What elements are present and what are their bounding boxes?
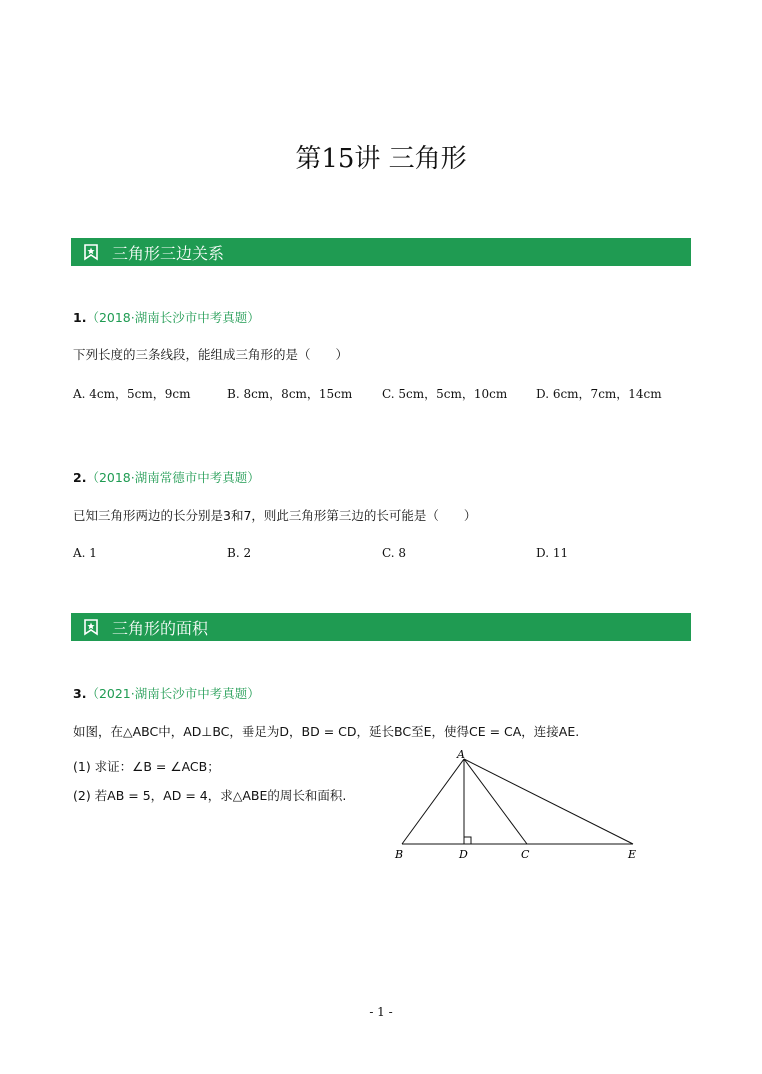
option-b: B. 2 [227,546,252,560]
option-b: B. 8cm，8cm，15cm [227,387,353,401]
question-3-text: 如图，在△ABC中，AD⊥BC，垂足为D，BD = CD，延长BC至E，使得CE = CA，连接AE. [73,724,580,739]
page-title: 第15讲 三角形 [295,144,467,174]
section-header-triangle-sides [71,238,691,266]
question-2-options [73,546,693,564]
section-title: 三角形的面积 [112,618,209,638]
question-number: 1. [73,310,87,325]
segment-ac [464,759,527,844]
question-number: 2. [73,470,87,485]
segment-ab [402,759,464,844]
option-a: A. 4cm，5cm，9cm [73,387,191,401]
right-angle-mark [464,837,471,844]
page-number: - 1 - [369,1005,393,1019]
question-3-header [73,684,260,702]
label-b: B [395,848,404,861]
bookmark-star-icon [82,618,100,636]
question-1-options [73,385,693,403]
option-d: D. 6cm，7cm，14cm [536,387,662,401]
option-d: D. 11 [536,546,569,560]
question-1-text: 下列长度的三条线段，能组成三角形的是（ ） [73,347,349,362]
question-2-text: 已知三角形两边的长分别是3和7，则此三角形第三边的长可能是（ ） [73,508,477,523]
question-3-part-2: (2) 若AB = 5，AD = 4，求△ABE的周长和面积. [73,788,347,803]
question-1-header [73,308,260,326]
label-e: E [628,848,637,861]
question-source: （2018·湖南常德市中考真题） [86,470,260,485]
question-source: （2021·湖南长沙市中考真题） [86,686,260,701]
option-c: C. 8 [382,546,407,560]
option-a: A. 1 [73,546,97,560]
label-a: A [457,748,465,761]
bookmark-star-icon [82,243,100,261]
section-header-triangle-area [71,613,691,641]
question-number: 3. [73,686,87,701]
option-c: C. 5cm，5cm，10cm [382,387,508,401]
label-d: D [459,848,468,861]
section-title: 三角形三边关系 [112,243,225,263]
question-2-header [73,468,260,486]
triangle-figure [390,745,650,870]
question-source: （2018·湖南长沙市中考真题） [86,310,260,325]
segment-ae [464,759,633,844]
question-3-part-1: (1) 求证：∠B = ∠ACB； [73,759,220,774]
label-c: C [521,848,530,861]
